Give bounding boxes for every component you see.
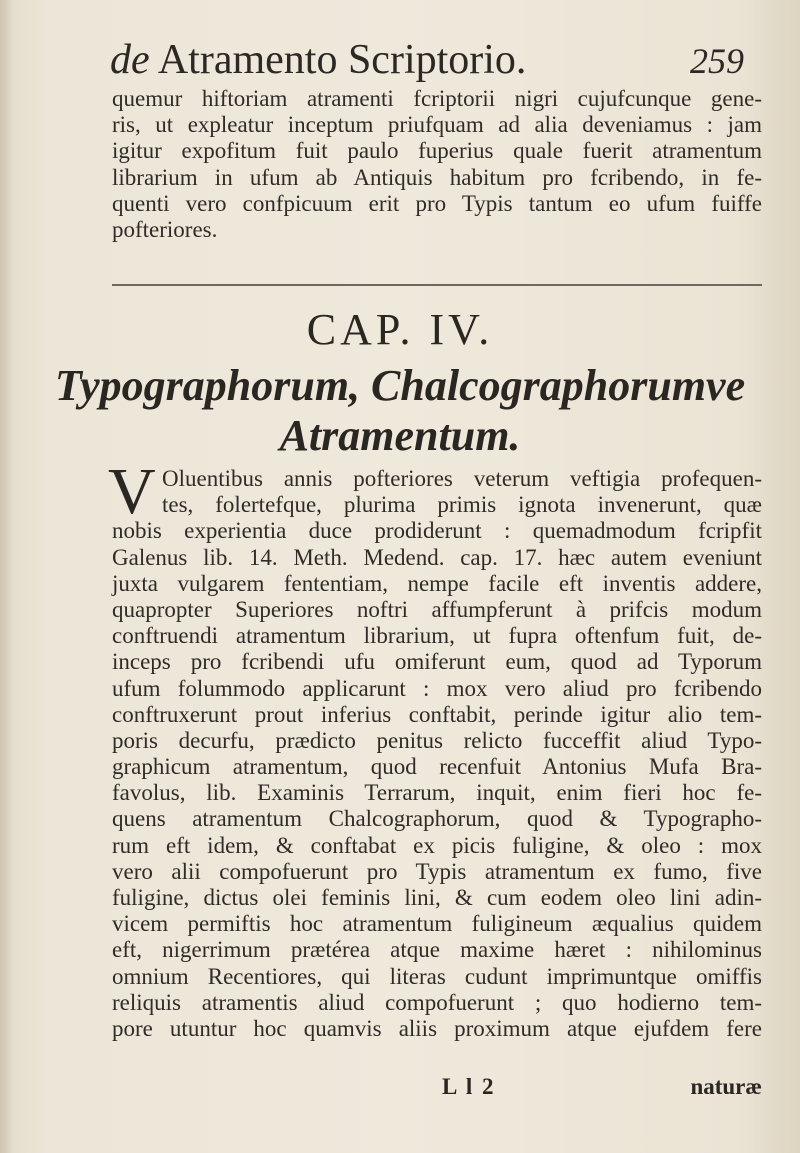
text-line: Oluentibus annis pofteriores veterum veftigia profequen- (162, 466, 762, 491)
running-head-prefix: de (110, 37, 150, 83)
text-line: ufum folummodo applicarunt : mox vero aliud pro fcribendo (112, 675, 762, 701)
text-line: vero alii compofuerunt pro Typis atramentum ex fumo, five (112, 858, 762, 884)
text-line: graphicum atramentum, quod recenfuit Antonius Mufa Bra- (112, 754, 762, 780)
text-line: quenti vero confpicuum erit pro Typis tantum eo ufum fuiffe (112, 190, 762, 216)
text-line: poris decurfu, prædicto penitus relicto fucceffit aliud Typo- (112, 727, 762, 753)
text-line: pore utuntur hoc quamvis aliis proximum atque ejufdem fere (112, 1015, 762, 1041)
catchword: naturæ (690, 1074, 762, 1099)
text-line: igitur expofitum fuit paulo fuperius quale fuerit atramentum (112, 138, 762, 164)
text-line: tes, folertefque, plurima primis ignota invenerunt, quæ (162, 492, 762, 518)
text-line: quemur hiftoriam atramenti fcriptorii nigri cujufcunque gene- (112, 86, 762, 111)
text-line: inceps pro fcribendi ufu omiferunt eum, quod ad Typorum (112, 649, 762, 675)
text-line: favolus, lib. Examinis Terrarum, inquit, enim fieri hoc fe- (112, 780, 762, 806)
text-line: conftruendi atramentum librarium, ut fupra oftenfum fuit, de- (112, 623, 762, 649)
text-line: quapropter Superiores noftri affumpferunt à prifcis modum (112, 596, 762, 622)
text-line: Galenus lib. 14. Meth. Medend. cap. 17. hæc autem eveniunt (112, 544, 762, 570)
chapter-subtitle-line1: Typographorum, Chalcographorumve (54, 361, 746, 410)
text-line: nobis experientia duce prodiderunt : quemadmodum fcripfit (112, 518, 762, 544)
text-line (112, 1042, 762, 1068)
text-line: librarium in ufum ab Antiquis habitum pro fcribendo, in fe- (112, 164, 762, 190)
text-line: reliquis atramentis aliud compofuerunt ; quo hodierno tem- (112, 989, 762, 1015)
text-line: omnium Recentiores, qui literas cudunt imprimuntque omiffis (112, 963, 762, 989)
page-number: 259 (690, 41, 744, 81)
chapter-number: CAP. IV. (306, 305, 494, 354)
text-line: pofteriores. (112, 216, 218, 242)
running-head (110, 36, 670, 86)
text-line: conftruxerunt prout inferius conftabit, perinde igitur alio tem- (112, 701, 762, 727)
text-line: quens atramentum Chalcographorum, quod & Typographo- (112, 806, 762, 832)
page-gutter-shadow (0, 0, 14, 1153)
text-line: ris, ut expleatur inceptum priufquam ad alia deveniamus : jam (112, 112, 762, 138)
section-divider (112, 284, 762, 286)
text-line: eft, nigerrimum prætérea atque maxime hæret : nihilominus (112, 937, 762, 963)
signature-mark: L l 2 (442, 1074, 496, 1099)
text-line: rum eft idem, & conftabat ex picis fuligine, & oleo : mox (112, 832, 762, 858)
text-line: fuligine, dictus olei feminis lini, & cum eodem oleo lini adin- (112, 885, 762, 910)
text-line: juxta vulgarem fententiam, nempe facile eft inventis addere, (112, 570, 762, 596)
chapter-body (112, 466, 762, 1095)
drop-cap: V (108, 455, 156, 528)
chapter-subtitle-line2: Atramentum. (279, 411, 521, 460)
page-footer (112, 1074, 762, 1102)
text-line: vicem permiftis hoc atramentum fuligineum æqualius quidem (112, 911, 762, 937)
running-head-title: Atramento Scriptorio. (157, 37, 527, 83)
intro-paragraph (112, 86, 762, 243)
